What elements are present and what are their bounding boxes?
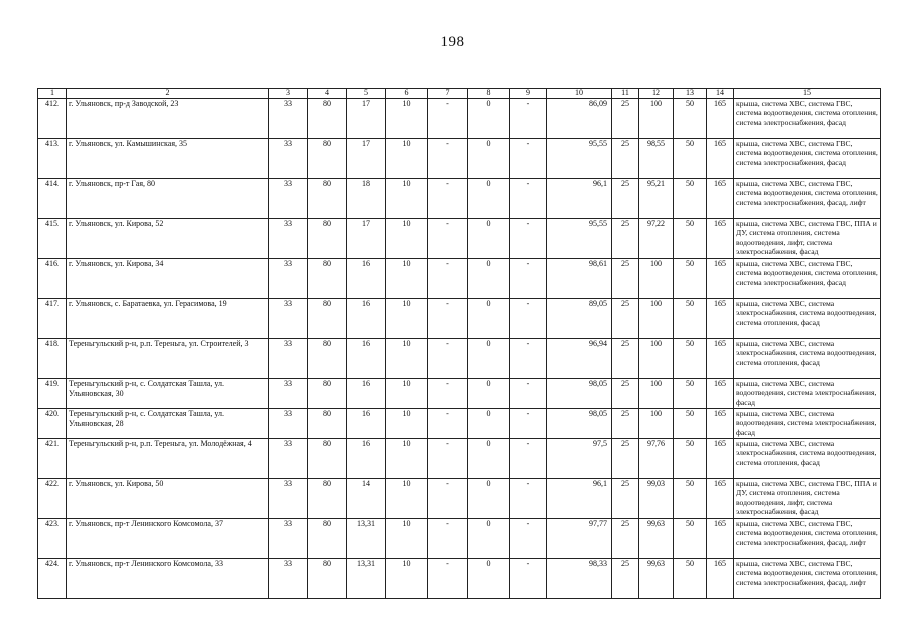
table-row [38, 99, 881, 139]
value-cell: 97,5 [547, 439, 612, 479]
value-cell: 0 [468, 219, 510, 259]
value-cell: 97,77 [547, 519, 612, 559]
value-cell: - [428, 179, 468, 219]
value-cell: 100 [639, 379, 674, 409]
value-cell: 17 [347, 219, 386, 259]
column-header: 11 [612, 89, 639, 99]
value-cell: 10 [386, 559, 428, 599]
value-cell: 10 [386, 219, 428, 259]
value-cell: 33 [269, 139, 308, 179]
address-cell: г. Ульяновск, ул. Кирова, 52 [67, 219, 269, 259]
value-cell: - [510, 409, 547, 439]
row-number: 417. [38, 299, 67, 339]
address-cell: г. Ульяновск, ул. Кирова, 34 [67, 259, 269, 299]
value-cell: - [510, 259, 547, 299]
address-cell: Тереньгульский р-н, с. Солдатская Ташла, ул. Ульяновская, 28 [67, 409, 269, 439]
value-cell: 0 [468, 179, 510, 219]
value-cell: 165 [707, 409, 734, 439]
value-cell: 80 [308, 439, 347, 479]
page-number: 198 [440, 34, 465, 50]
value-cell: 100 [639, 339, 674, 379]
table-row [38, 259, 881, 299]
address-cell: г. Ульяновск, ул. Кирова, 50 [67, 479, 269, 519]
value-cell: 80 [308, 99, 347, 139]
value-cell: 96,1 [547, 179, 612, 219]
table-row [38, 439, 881, 479]
value-cell: 25 [612, 179, 639, 219]
value-cell: - [510, 99, 547, 139]
value-cell: 96,94 [547, 339, 612, 379]
value-cell: 25 [612, 259, 639, 299]
table-row [38, 139, 881, 179]
value-cell: 100 [639, 299, 674, 339]
works-list-cell: крыша, система ХВС, система электроснабжения, система водоотведения, система отопления, фасад [734, 299, 881, 339]
value-cell: 33 [269, 559, 308, 599]
address-cell: г. Ульяновск, пр-т Ленинского Комсомола, 33 [67, 559, 269, 599]
value-cell: 80 [308, 179, 347, 219]
works-list-cell: крыша, система ХВС, система электроснабжения, система водоотведения, система отопления, фасад [734, 439, 881, 479]
value-cell: 17 [347, 99, 386, 139]
value-cell: 16 [347, 299, 386, 339]
value-cell: 33 [269, 379, 308, 409]
value-cell: 80 [308, 139, 347, 179]
value-cell: - [428, 139, 468, 179]
value-cell: 50 [674, 409, 707, 439]
value-cell: 80 [308, 409, 347, 439]
value-cell: 18 [347, 179, 386, 219]
table-row [38, 519, 881, 559]
value-cell: 80 [308, 379, 347, 409]
address-cell: Тереньгульский р-н, р.п. Тереньга, ул. Молодёжная, 4 [67, 439, 269, 479]
value-cell: 95,55 [547, 219, 612, 259]
column-header: 6 [386, 89, 428, 99]
value-cell: 33 [269, 299, 308, 339]
address-cell: г. Ульяновск, пр-т Гая, 80 [67, 179, 269, 219]
address-cell: г. Ульяновск, пр-д Заводской, 23 [67, 99, 269, 139]
value-cell: 98,05 [547, 409, 612, 439]
value-cell: 0 [468, 99, 510, 139]
value-cell: - [510, 179, 547, 219]
value-cell: - [510, 219, 547, 259]
header-row [38, 89, 881, 99]
row-number: 424. [38, 559, 67, 599]
value-cell: 86,09 [547, 99, 612, 139]
value-cell: - [510, 299, 547, 339]
value-cell: 80 [308, 259, 347, 299]
value-cell: 50 [674, 259, 707, 299]
value-cell: 10 [386, 339, 428, 379]
value-cell: 16 [347, 409, 386, 439]
value-cell: 25 [612, 409, 639, 439]
column-header: 7 [428, 89, 468, 99]
value-cell: 165 [707, 179, 734, 219]
value-cell: 98,61 [547, 259, 612, 299]
works-list-cell: крыша, система ХВС, система ГВС, ППА и ДУ, система отопления, система водоотведения, лифт, система электроснабжения, фасад [734, 479, 881, 519]
value-cell: 33 [269, 479, 308, 519]
table-body [38, 99, 881, 599]
column-header: 3 [269, 89, 308, 99]
value-cell: 97,22 [639, 219, 674, 259]
value-cell: 10 [386, 139, 428, 179]
column-header: 5 [347, 89, 386, 99]
value-cell: 165 [707, 439, 734, 479]
value-cell: 33 [269, 219, 308, 259]
value-cell: 165 [707, 139, 734, 179]
value-cell: 33 [269, 439, 308, 479]
value-cell: 165 [707, 99, 734, 139]
table-row [38, 299, 881, 339]
row-number: 415. [38, 219, 67, 259]
value-cell: 33 [269, 339, 308, 379]
value-cell: 80 [308, 559, 347, 599]
works-list-cell: крыша, система ХВС, система водоотведения, система электроснабжения, фасад [734, 379, 881, 409]
value-cell: 99,03 [639, 479, 674, 519]
works-list-cell: крыша, система ХВС, система ГВС, ППА и ДУ, система отопления, система водоотведения, лифт, система электроснабжения, фасад [734, 219, 881, 259]
value-cell: 50 [674, 99, 707, 139]
value-cell: - [510, 479, 547, 519]
value-cell: 0 [468, 259, 510, 299]
value-cell: 0 [468, 439, 510, 479]
value-cell: - [428, 259, 468, 299]
column-header: 15 [734, 89, 881, 99]
value-cell: 10 [386, 479, 428, 519]
row-number: 414. [38, 179, 67, 219]
value-cell: 165 [707, 219, 734, 259]
value-cell: - [510, 379, 547, 409]
value-cell: - [428, 439, 468, 479]
value-cell: 25 [612, 219, 639, 259]
address-cell: Тереньгульский р-н, с. Солдатская Ташла, ул. Ульяновская, 30 [67, 379, 269, 409]
value-cell: 25 [612, 379, 639, 409]
value-cell: 98,33 [547, 559, 612, 599]
table-row [38, 379, 881, 409]
address-cell: г. Ульяновск, ул. Камышинская, 35 [67, 139, 269, 179]
value-cell: 33 [269, 519, 308, 559]
value-cell: 33 [269, 99, 308, 139]
works-list-cell: крыша, система ХВС, система ГВС, система водоотведения, система отопления, система электроснабжения, фасад, лифт [734, 179, 881, 219]
value-cell: 165 [707, 379, 734, 409]
works-list-cell: крыша, система ХВС, система ГВС, система водоотведения, система отопления, система электроснабжения, фасад [734, 99, 881, 139]
address-cell: Тереньгульский р-н, р.п. Тереньга, ул. Строителей, 3 [67, 339, 269, 379]
table-row [38, 219, 881, 259]
value-cell: 0 [468, 519, 510, 559]
value-cell: 10 [386, 299, 428, 339]
value-cell: 13,31 [347, 559, 386, 599]
row-number: 419. [38, 379, 67, 409]
works-list-cell: крыша, система ХВС, система ГВС, система водоотведения, система отопления, система электроснабжения, фасад [734, 259, 881, 299]
value-cell: 95,55 [547, 139, 612, 179]
row-number: 413. [38, 139, 67, 179]
value-cell: 33 [269, 179, 308, 219]
address-cell: г. Ульяновск, с. Баратаевка, ул. Герасимова, 19 [67, 299, 269, 339]
value-cell: 50 [674, 299, 707, 339]
column-header: 9 [510, 89, 547, 99]
value-cell: 10 [386, 379, 428, 409]
value-cell: 25 [612, 299, 639, 339]
row-number: 418. [38, 339, 67, 379]
value-cell: 80 [308, 219, 347, 259]
value-cell: 33 [269, 409, 308, 439]
value-cell: - [428, 559, 468, 599]
value-cell: 95,21 [639, 179, 674, 219]
value-cell: 50 [674, 219, 707, 259]
value-cell: 80 [308, 299, 347, 339]
value-cell: 165 [707, 299, 734, 339]
value-cell: 165 [707, 339, 734, 379]
value-cell: - [510, 339, 547, 379]
value-cell: 80 [308, 519, 347, 559]
table-row [38, 479, 881, 519]
column-header: 14 [707, 89, 734, 99]
table-row [38, 339, 881, 379]
value-cell: 98,05 [547, 379, 612, 409]
value-cell: 0 [468, 409, 510, 439]
row-number: 422. [38, 479, 67, 519]
value-cell: 0 [468, 559, 510, 599]
value-cell: 50 [674, 559, 707, 599]
value-cell: 17 [347, 139, 386, 179]
value-cell: 0 [468, 299, 510, 339]
value-cell: 165 [707, 259, 734, 299]
column-header: 2 [67, 89, 269, 99]
row-number: 423. [38, 519, 67, 559]
row-number: 420. [38, 409, 67, 439]
value-cell: 10 [386, 409, 428, 439]
column-header: 1 [38, 89, 67, 99]
value-cell: 10 [386, 519, 428, 559]
value-cell: 99,63 [639, 519, 674, 559]
value-cell: - [428, 99, 468, 139]
value-cell: 100 [639, 409, 674, 439]
value-cell: 50 [674, 139, 707, 179]
value-cell: 97,76 [639, 439, 674, 479]
value-cell: 25 [612, 559, 639, 599]
value-cell: 100 [639, 259, 674, 299]
column-header: 12 [639, 89, 674, 99]
value-cell: - [428, 379, 468, 409]
value-cell: - [510, 439, 547, 479]
works-list-cell: крыша, система ХВС, система ГВС, система водоотведения, система отопления, система электроснабжения, фасад, лифт [734, 519, 881, 559]
value-cell: 10 [386, 259, 428, 299]
value-cell: 16 [347, 259, 386, 299]
row-number: 421. [38, 439, 67, 479]
value-cell: 165 [707, 479, 734, 519]
value-cell: 50 [674, 479, 707, 519]
value-cell: 89,05 [547, 299, 612, 339]
value-cell: 14 [347, 479, 386, 519]
value-cell: 165 [707, 519, 734, 559]
value-cell: 25 [612, 439, 639, 479]
value-cell: - [510, 559, 547, 599]
works-list-cell: крыша, система ХВС, система электроснабжения, система водоотведения, система отопления, фасад [734, 339, 881, 379]
value-cell: 50 [674, 379, 707, 409]
table-row [38, 559, 881, 599]
value-cell: 50 [674, 179, 707, 219]
works-list-cell: крыша, система ХВС, система ГВС, система водоотведения, система отопления, система электроснабжения, фасад, лифт [734, 559, 881, 599]
value-cell: 98,55 [639, 139, 674, 179]
value-cell: 80 [308, 339, 347, 379]
value-cell: 25 [612, 339, 639, 379]
value-cell: - [428, 519, 468, 559]
repair-program-table [37, 88, 881, 599]
value-cell: 10 [386, 179, 428, 219]
address-cell: г. Ульяновск, пр-т Ленинского Комсомола, 37 [67, 519, 269, 559]
value-cell: - [428, 409, 468, 439]
value-cell: 50 [674, 339, 707, 379]
value-cell: 16 [347, 379, 386, 409]
value-cell: 50 [674, 439, 707, 479]
table-row [38, 179, 881, 219]
value-cell: - [428, 339, 468, 379]
value-cell: 0 [468, 479, 510, 519]
column-header: 13 [674, 89, 707, 99]
value-cell: 10 [386, 99, 428, 139]
column-header: 8 [468, 89, 510, 99]
row-number: 416. [38, 259, 67, 299]
value-cell: 0 [468, 379, 510, 409]
row-number: 412. [38, 99, 67, 139]
value-cell: - [428, 479, 468, 519]
value-cell: - [510, 139, 547, 179]
value-cell: 13,31 [347, 519, 386, 559]
value-cell: 99,63 [639, 559, 674, 599]
value-cell: - [428, 299, 468, 339]
value-cell: 165 [707, 559, 734, 599]
value-cell: - [428, 219, 468, 259]
works-list-cell: крыша, система ХВС, система ГВС, система водоотведения, система отопления, система электроснабжения, фасад [734, 139, 881, 179]
value-cell: 10 [386, 439, 428, 479]
value-cell: 100 [639, 99, 674, 139]
value-cell: 16 [347, 439, 386, 479]
value-cell: - [510, 519, 547, 559]
table-row [38, 409, 881, 439]
works-list-cell: крыша, система ХВС, система водоотведения, система электроснабжения, фасад [734, 409, 881, 439]
value-cell: 0 [468, 139, 510, 179]
value-cell: 50 [674, 519, 707, 559]
value-cell: 0 [468, 339, 510, 379]
column-header: 10 [547, 89, 612, 99]
value-cell: 80 [308, 479, 347, 519]
value-cell: 25 [612, 479, 639, 519]
column-header: 4 [308, 89, 347, 99]
value-cell: 33 [269, 259, 308, 299]
value-cell: 25 [612, 99, 639, 139]
value-cell: 25 [612, 519, 639, 559]
value-cell: 16 [347, 339, 386, 379]
value-cell: 25 [612, 139, 639, 179]
value-cell: 96,1 [547, 479, 612, 519]
